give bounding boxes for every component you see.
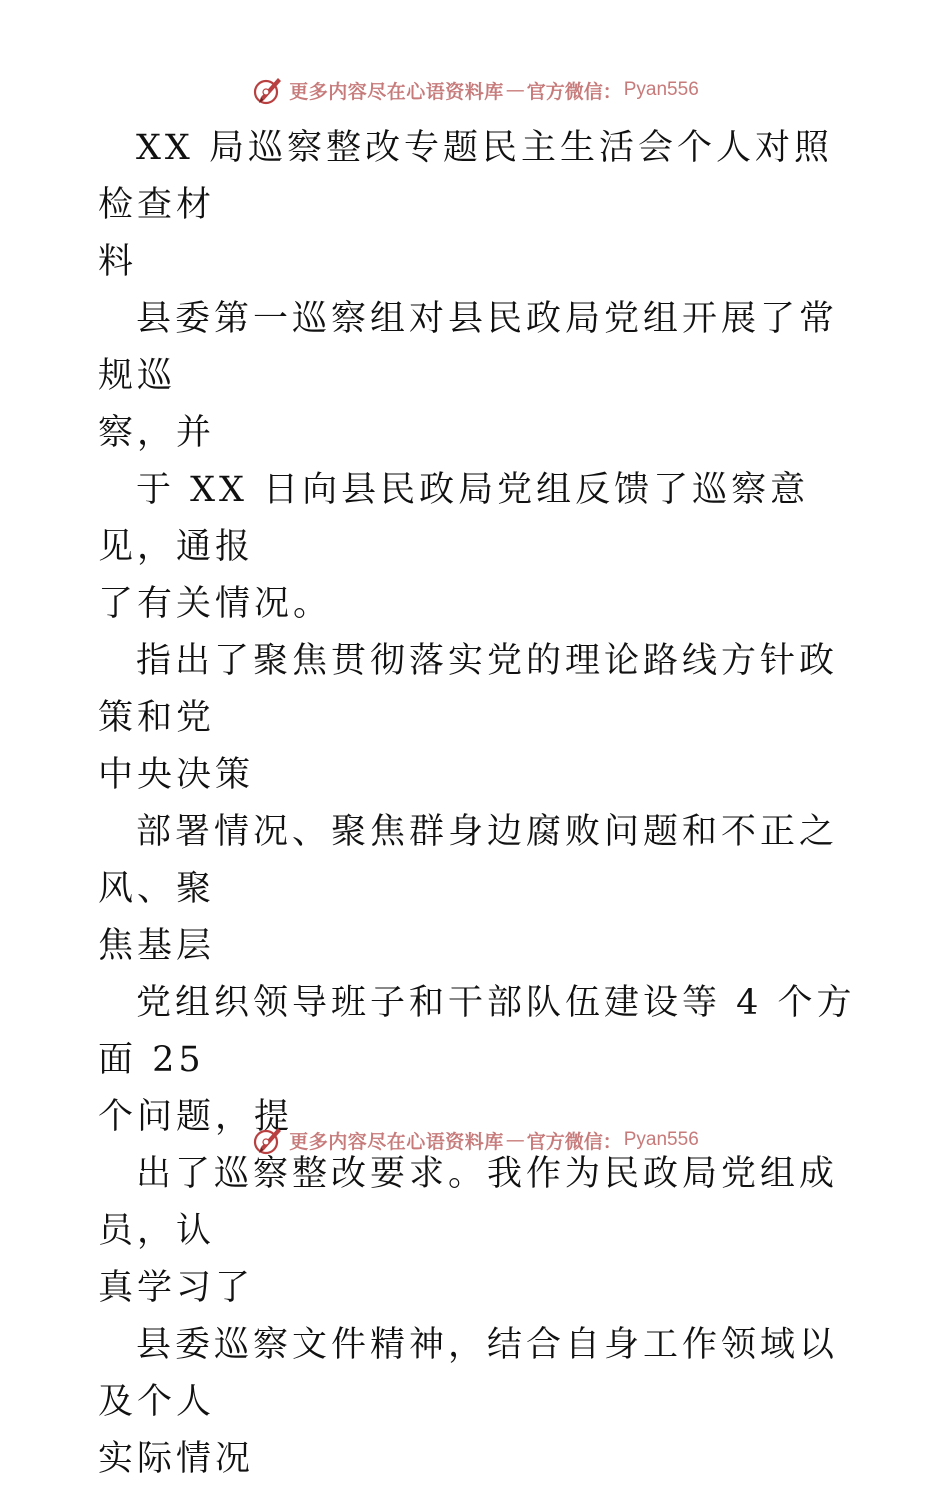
paragraph: 指出了聚焦贯彻落实党的理论路线方针政策和党 中央决策 [98, 641, 839, 795]
paragraph: 出了巡察整改要求。我作为民政局党组成员，认 真学习了 [98, 1154, 839, 1308]
paragraph: 党组织领导班子和干部队伍建设等 4 个方面 25 个问题，提 [98, 983, 856, 1137]
paragraph: 县委第一巡察组对县民政局党组开展了常规巡 察，并 [98, 299, 839, 453]
banner-slogan: 更多内容尽在心语资料库 [289, 80, 504, 103]
pen-circle-logo-icon [251, 73, 285, 107]
document-title: XX 局巡察整改专题民主生活会个人对照检查材 料 [98, 128, 833, 282]
banner-slogan: 更多内容尽在心语资料库 [289, 1130, 504, 1153]
banner-wechat-label: 官方微信： [526, 1130, 622, 1153]
banner-wechat-id: Pyan556 [623, 79, 699, 100]
footer-banner [0, 1120, 950, 1160]
banner-wechat-id: Pyan556 [623, 1129, 699, 1150]
paragraph: 县委巡察文件精神，结合自身工作领域以及个人 实际情况 [98, 1325, 839, 1479]
header-banner [0, 70, 950, 110]
paragraph: 部署情况、聚焦群身边腐败问题和不正之风、聚 焦基层 [98, 812, 839, 966]
document-body [98, 120, 858, 1488]
paragraph: 于 XX 日向县民政局党组反馈了巡察意见，通报 了有关情况。 [98, 470, 810, 624]
banner-dash: — [505, 1129, 525, 1151]
banner-wechat-label: 官方微信： [526, 80, 622, 103]
banner-dash: — [505, 79, 525, 101]
pen-circle-logo-icon [251, 1123, 285, 1157]
